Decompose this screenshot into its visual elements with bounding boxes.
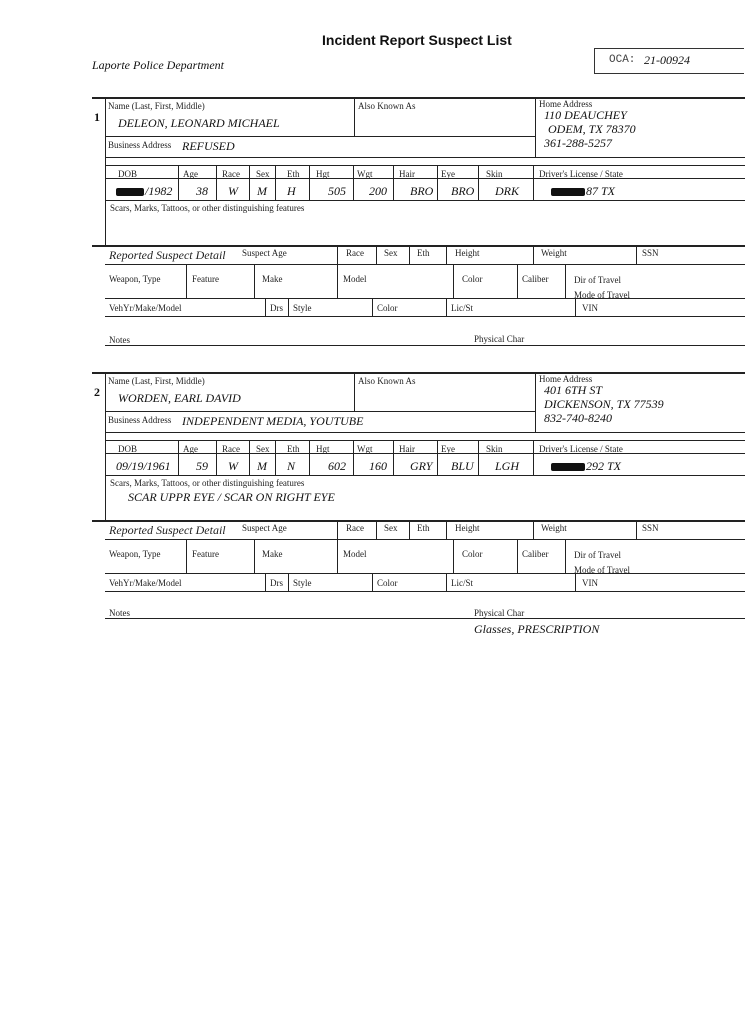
- suspect-name: DELEON, LEONARD MICHAEL: [118, 116, 280, 130]
- label-eth: Eth: [287, 169, 300, 179]
- label-reported-detail: Reported Suspect Detail: [109, 248, 226, 262]
- label-physical-char: Physical Char: [474, 334, 525, 344]
- label-skin: Skin: [486, 169, 503, 179]
- label-wgt: Wgt: [357, 444, 373, 454]
- suspect-number: 1: [94, 110, 100, 124]
- label-make: Make: [262, 274, 283, 284]
- label-sex: Sex: [256, 444, 270, 454]
- home-address-line-1: 401 6TH ST: [544, 383, 603, 397]
- label-drs: Drs: [270, 303, 283, 313]
- eth-value: N: [287, 459, 296, 473]
- page-title: Incident Report Suspect List: [322, 32, 512, 48]
- label-ssn: SSN: [642, 523, 659, 533]
- label-wgt: Wgt: [357, 169, 373, 179]
- label-height: Height: [455, 523, 480, 533]
- label-race: Race: [346, 523, 364, 533]
- label-eth: Eth: [417, 248, 430, 258]
- label-physical-char: Physical Char: [474, 608, 525, 618]
- home-phone: 832-740-8240: [544, 411, 612, 425]
- label-suspect-age: Suspect Age: [242, 523, 287, 533]
- label-hair: Hair: [399, 169, 415, 179]
- department-name: Laporte Police Department: [92, 58, 224, 72]
- label-race: Race: [346, 248, 364, 258]
- label-name: Name (Last, First, Middle): [108, 101, 205, 111]
- label-race: Race: [222, 444, 240, 454]
- label-dob: DOB: [118, 169, 138, 179]
- label-dir-travel: Dir of Travel: [574, 275, 621, 285]
- label-dob: DOB: [118, 444, 138, 454]
- race-value: W: [228, 184, 238, 198]
- label-home-address: Home Address: [539, 99, 593, 109]
- label-mode-travel: Mode of Travel: [574, 565, 630, 575]
- label-veh: VehYr/Make/Model: [109, 578, 182, 588]
- label-vin: VIN: [582, 578, 598, 588]
- label-lic: Lic/St: [451, 578, 473, 588]
- label-eth: Eth: [287, 444, 300, 454]
- business-address: REFUSED: [182, 139, 235, 153]
- label-color: Color: [462, 549, 483, 559]
- label-drs: Drs: [270, 578, 283, 588]
- redaction-mark: [116, 188, 144, 196]
- label-home-address: Home Address: [539, 374, 593, 384]
- oca-box: [594, 48, 744, 74]
- sex-value: M: [257, 184, 267, 198]
- business-address: INDEPENDENT MEDIA, YOUTUBE: [182, 414, 364, 428]
- label-weapon-type: Weapon, Type: [109, 274, 161, 284]
- eye-value: BRO: [451, 184, 475, 198]
- label-notes: Notes: [109, 608, 130, 618]
- label-veh: VehYr/Make/Model: [109, 303, 182, 313]
- hgt-value: 602: [328, 459, 346, 473]
- label-dl: Driver's License / State: [539, 444, 623, 454]
- label-eye: Eye: [441, 444, 455, 454]
- age-value: 38: [196, 184, 208, 198]
- label-color: Color: [377, 303, 398, 313]
- hair-value: BRO: [410, 184, 434, 198]
- label-feature: Feature: [192, 274, 219, 284]
- home-address-line-2: DICKENSON, TX 77539: [544, 397, 664, 411]
- label-caliber: Caliber: [522, 274, 549, 284]
- label-business-address: Business Address: [108, 140, 172, 150]
- hair-value: GRY: [410, 459, 433, 473]
- label-aka: Also Known As: [358, 101, 416, 111]
- dl-value: 292 TX: [551, 459, 621, 474]
- label-style: Style: [293, 578, 312, 588]
- label-feature: Feature: [192, 549, 219, 559]
- label-height: Height: [455, 248, 480, 258]
- physical-char-value: Glasses, PRESCRIPTION: [474, 622, 600, 636]
- wgt-value: 200: [369, 184, 387, 198]
- oca-value: 21-00924: [644, 53, 690, 67]
- wgt-value: 160: [369, 459, 387, 473]
- label-hair: Hair: [399, 444, 415, 454]
- label-mode-travel: Mode of Travel: [574, 290, 630, 300]
- label-lic: Lic/St: [451, 303, 473, 313]
- suspect-number: 2: [94, 385, 100, 399]
- label-caliber: Caliber: [522, 549, 549, 559]
- label-age: Age: [183, 444, 198, 454]
- label-age: Age: [183, 169, 198, 179]
- label-weight: Weight: [541, 523, 567, 533]
- label-aka: Also Known As: [358, 376, 416, 386]
- label-color: Color: [462, 274, 483, 284]
- label-make: Make: [262, 549, 283, 559]
- dob-value: 09/19/1961: [116, 459, 171, 473]
- label-hgt: Hgt: [316, 169, 330, 179]
- label-notes: Notes: [109, 335, 130, 345]
- label-weight: Weight: [541, 248, 567, 258]
- age-value: 59: [196, 459, 208, 473]
- skin-value: DRK: [495, 184, 519, 198]
- label-business-address: Business Address: [108, 415, 172, 425]
- label-suspect-age: Suspect Age: [242, 248, 287, 258]
- race-value: W: [228, 459, 238, 473]
- label-dl: Driver's License / State: [539, 169, 623, 179]
- oca-label: OCA:: [609, 54, 636, 66]
- skin-value: LGH: [495, 459, 520, 473]
- redaction-mark: [551, 188, 585, 196]
- redaction-mark: [551, 463, 585, 471]
- label-reported-detail: Reported Suspect Detail: [109, 523, 226, 537]
- label-weapon-type: Weapon, Type: [109, 549, 161, 559]
- label-name: Name (Last, First, Middle): [108, 376, 205, 386]
- label-hgt: Hgt: [316, 444, 330, 454]
- suspect-name: WORDEN, EARL DAVID: [118, 391, 241, 405]
- label-eth: Eth: [417, 523, 430, 533]
- label-sex: Sex: [384, 523, 398, 533]
- label-model: Model: [343, 274, 367, 284]
- label-scars: Scars, Marks, Tattoos, or other distinguishing features: [110, 478, 305, 488]
- home-address-line-2: ODEM, TX 78370: [548, 122, 636, 136]
- home-address-line-1: 110 DEAUCHEY: [544, 108, 627, 122]
- hgt-value: 505: [328, 184, 346, 198]
- label-sex: Sex: [384, 248, 398, 258]
- label-dir-travel: Dir of Travel: [574, 550, 621, 560]
- dob-value: /1982: [116, 184, 172, 199]
- sex-value: M: [257, 459, 267, 473]
- label-race: Race: [222, 169, 240, 179]
- dl-value: 87 TX: [551, 184, 615, 199]
- label-color: Color: [377, 578, 398, 588]
- label-model: Model: [343, 549, 367, 559]
- eth-value: H: [287, 184, 296, 198]
- label-skin: Skin: [486, 444, 503, 454]
- label-scars: Scars, Marks, Tattoos, or other distinguishing features: [110, 203, 305, 213]
- eye-value: BLU: [451, 459, 474, 473]
- label-sex: Sex: [256, 169, 270, 179]
- label-vin: VIN: [582, 303, 598, 313]
- label-ssn: SSN: [642, 248, 659, 258]
- scars-value: SCAR UPPR EYE / SCAR ON RIGHT EYE: [128, 490, 335, 504]
- home-phone: 361-288-5257: [544, 136, 612, 150]
- label-style: Style: [293, 303, 312, 313]
- label-eye: Eye: [441, 169, 455, 179]
